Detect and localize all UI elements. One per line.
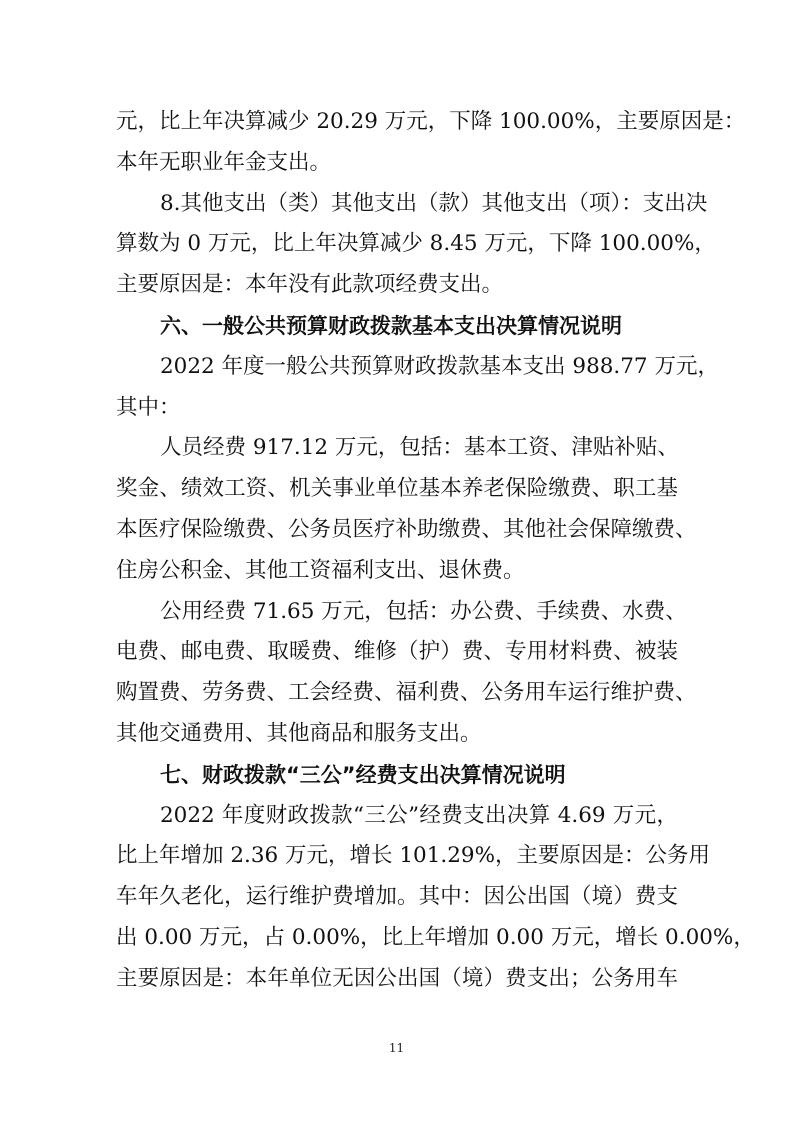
text-line: 其他交通费用、其他商品和服务支出。 xyxy=(116,721,482,746)
text-line: 主要原因是：本年没有此款项经费支出。 xyxy=(116,272,504,297)
text-line: 本年无职业年金支出。 xyxy=(116,150,332,175)
section-heading: 七、财政拨款“三公”经费支出决算情况说明 xyxy=(160,763,566,787)
text-line: 电费、邮电费、取暖费、维修（护）费、专用材料费、被装 xyxy=(116,639,678,664)
text-line: 出 0.00 万元，占 0.00%，比上年增加 0.00 万元，增长 0.00%， xyxy=(116,925,755,950)
text-line: 车年久老化，运行维护费增加。其中：因公出国（境）费支 xyxy=(116,884,678,909)
text-line: 住房公积金、其他工资福利支出、退休费。 xyxy=(116,558,525,583)
text-line: 算数为 0 万元，比上年决算减少 8.45 万元，下降 100.00%， xyxy=(116,231,716,256)
text-line: 8.其他支出（类）其他支出（款）其他支出（项）：支出决 xyxy=(160,191,708,216)
text-line: 公用经费 71.65 万元，包括：办公费、手续费、水费、 xyxy=(160,599,687,624)
text-line: 2022 年度一般公共预算财政拨款基本支出 988.77 万元， xyxy=(160,354,719,379)
text-line: 元，比上年决算减少 20.29 万元，下降 100.00%，主要原因是： xyxy=(116,109,746,134)
page-number: 11 xyxy=(388,1041,405,1055)
text-line: 其中： xyxy=(116,395,181,420)
text-line: 本医疗保险缴费、公务员医疗补助缴费、其他社会保障缴费、 xyxy=(116,517,697,542)
text-line: 购置费、劳务费、工会经费、福利费、公务用车运行维护费、 xyxy=(116,680,697,705)
text-line: 比上年增加 2.36 万元，增长 101.29%，主要原因是：公务用 xyxy=(116,843,711,868)
section-heading: 六、一般公共预算财政拨款基本支出决算情况说明 xyxy=(160,314,622,338)
text-line: 主要原因是：本年单位无因公出国（境）费支出；公务用车 xyxy=(116,966,678,991)
text-line: 奖金、绩效工资、机关事业单位基本养老保险缴费、职工基 xyxy=(116,476,678,501)
text-line: 2022 年度财政拨款“三公”经费支出决算 4.69 万元， xyxy=(160,803,678,828)
text-line: 人员经费 917.12 万元，包括：基本工资、津贴补贴、 xyxy=(160,435,679,460)
